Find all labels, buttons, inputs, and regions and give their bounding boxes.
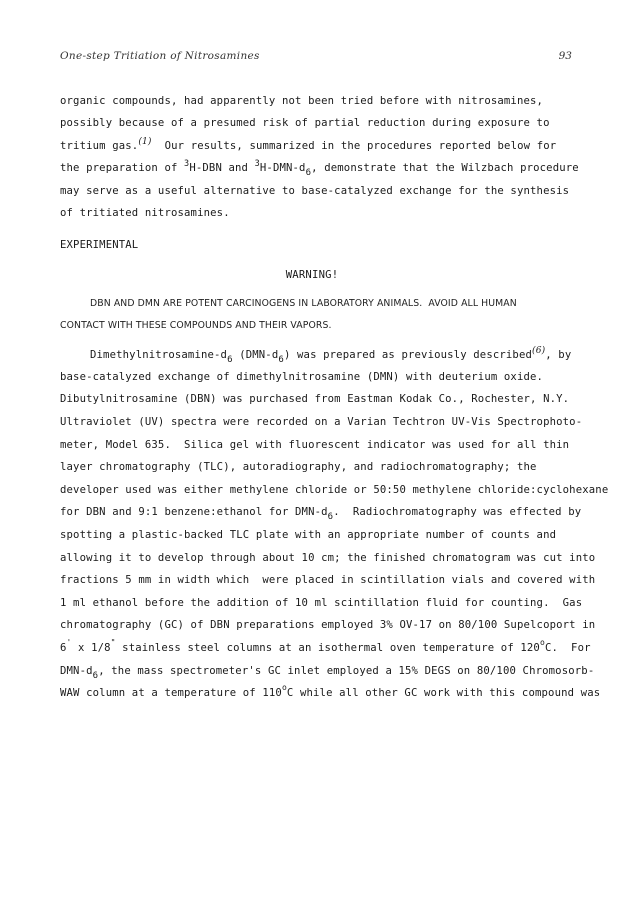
text-line: DMN-$d_6$, the mass spectrometer's GC inlet employed a 15% DEGS on 80/100 Chromosorb- bbox=[60, 665, 595, 681]
citation-ref: (1) bbox=[138, 137, 152, 147]
text-line: tritium gas.$^{(1)}$ Our results, summarized in the procedures reported below for bbox=[60, 137, 557, 152]
text-line: layer chromatography (TLC), autoradiography, and radiochromatography; the bbox=[60, 461, 537, 473]
text-line: organic compounds, had apparently not been tried before with nitrosamines, bbox=[60, 95, 544, 107]
text-line: base-catalyzed exchange of dimethylnitrosamine (DMN) with deuterium oxide. bbox=[60, 371, 544, 383]
citation-ref: (6) bbox=[532, 346, 546, 356]
text-line: 1 ml ethanol before the addition of 10 ml scintillation fluid for counting. Gas bbox=[60, 597, 583, 609]
text-line: meter, Model 635. Silica gel with fluorescent indicator was used for all thin bbox=[60, 439, 570, 451]
warning-title: WARNING! bbox=[285, 269, 339, 281]
text-line: WAW column at a temperature of 110$^o$C while all other GC work with this compound was bbox=[60, 683, 601, 699]
text-line: Dibutylnitrosamine (DBN) was purchased from Eastman Kodak Co., Rochester, N.Y. bbox=[60, 393, 570, 405]
page-number: 93 bbox=[558, 50, 572, 62]
text-line: may serve as a useful alternative to base-catalyzed exchange for the synthesis bbox=[60, 185, 570, 197]
text-line: of tritiated nitrosamines. bbox=[60, 207, 230, 219]
warning-line: DBN AND DMN ARE POTENT CARCINOGENS IN LABORATORY ANIMALS. AVOID ALL HUMAN bbox=[90, 298, 517, 309]
text-line: the preparation of $^3$H-DBN and $^3H-DMN-d_6$, demonstrate that the Wilzbach procedure bbox=[60, 159, 579, 178]
text-line: possibly because of a presumed risk of partial reduction during exposure to bbox=[60, 117, 550, 129]
text-line: fractions 5 mm in width which were placed in scintillation vials and covered with bbox=[60, 574, 596, 586]
text-line: spotting a plastic-backed TLC plate with an appropriate number of counts and bbox=[60, 529, 557, 541]
text-line: 6' x 1/8" stainless steel columns at an isothermal oven temperature of 120$^o$C. For bbox=[60, 638, 591, 654]
running-header-title: One-step Tritiation of Nitrosamines bbox=[60, 50, 260, 62]
text-line: for DBN and 9:1 benzene:ethanol for DMN-$d_6$. Radiochromatography was effected by bbox=[60, 506, 582, 522]
section-heading: EXPERIMENTAL bbox=[60, 239, 139, 251]
text-line: allowing it to develop through about 10 cm; the finished chromatogram was cut into bbox=[60, 552, 596, 564]
text-line: chromatography (GC) of DBN preparations employed 3% OV-17 on 80/100 Supelcoport in bbox=[60, 619, 596, 631]
text-line: Ultraviolet (UV) spectra were recorded on a Varian Techtron UV-Vis Spectrophoto- bbox=[60, 416, 583, 428]
text-line: developer used was either methylene chloride or 50:50 methylene chloride:cyclohexane bbox=[60, 484, 609, 496]
text-line: Dimethylnitrosamine-$d_6$ $(DMN-d_6)$ was prepared as previously described$^{(6)}$, by bbox=[90, 346, 572, 365]
warning-line: CONTACT WITH THESE COMPOUNDS AND THEIR VAPORS. bbox=[60, 320, 332, 331]
